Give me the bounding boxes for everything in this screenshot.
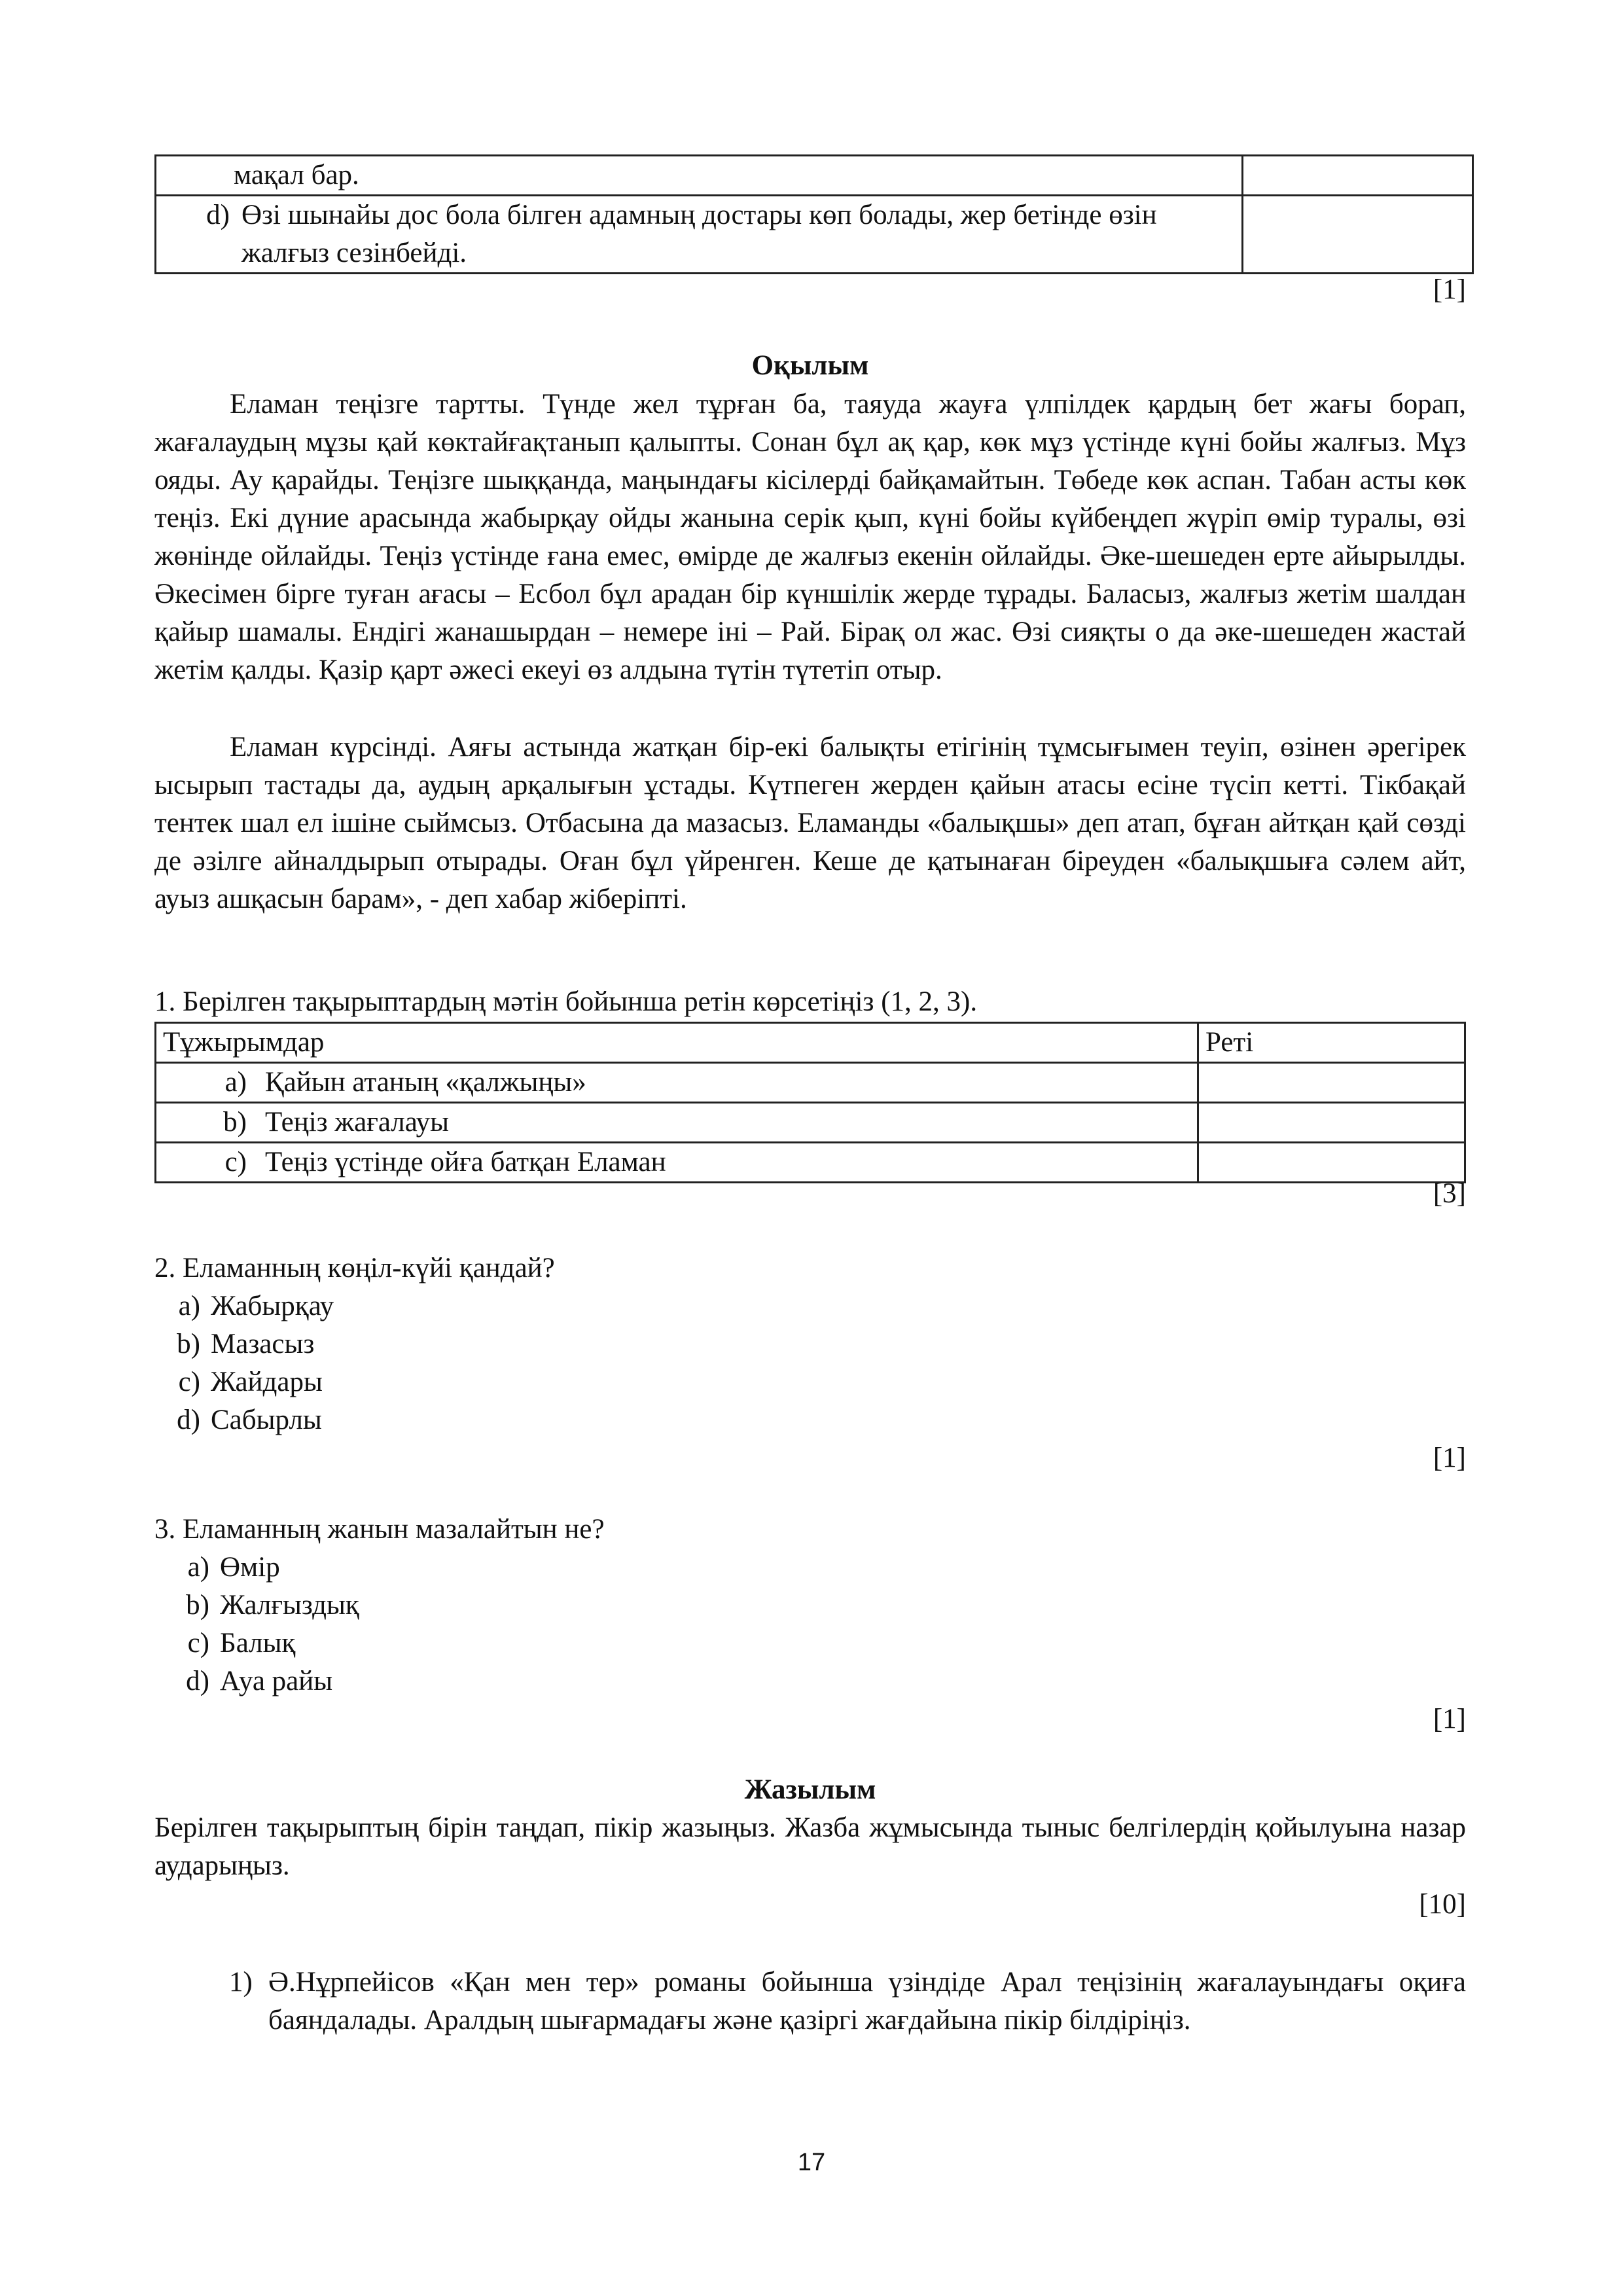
q1-row-a-answer	[1198, 1063, 1465, 1103]
q3-option-d-letter: d)	[186, 1666, 209, 1696]
top-table-row2-letter: d)	[206, 200, 230, 230]
q3-prompt: 3. Еламанның жанын мазалайтын не?	[154, 1514, 605, 1545]
q1-row-c-letter: c)	[224, 1147, 247, 1177]
q3-score: [1]	[1433, 1704, 1466, 1734]
q1-row-a-letter: a)	[224, 1067, 247, 1098]
q3-option-b-text: Жалғыздық	[220, 1590, 359, 1621]
top-table-row2-answer	[1243, 196, 1473, 274]
reading-title: Оқылым	[751, 350, 869, 381]
q2-option-d[interactable]	[154, 1401, 322, 1439]
q3-option-c[interactable]	[164, 1624, 295, 1662]
q1-row-b-letter: b)	[223, 1107, 247, 1138]
q2-option-a[interactable]	[154, 1287, 334, 1325]
q1-header-left: Тұжырымдар	[156, 1023, 1198, 1063]
q1-row-b	[156, 1103, 1198, 1143]
reading-paragraph-2: Еламан күрсінді. Аяғы астында жатқан бір-екі балықты етігінің тұмсығымен теуіп, өзінен әрегірек ысырып тастады да, аудың арқалығын ұстады. Күтпеген жерден қайын атасы есіне түсіп кетті. Тікбақай тентек шал ел ішіне сыймсыз. Отбасына да мазасыз. Еламанды «балықшы» деп атап, бұған айтқан қай сөзді де әзілге айналдырып отырады. Оған бұл үйренген. Кеше де қатынаған біреуден «балықшыға сәлем айт, ауыз ашқасын барам», - деп хабар жіберіпті.	[154, 732, 1466, 914]
top-table-row2-text	[156, 196, 1243, 274]
top-table	[154, 154, 1474, 274]
q1-row-b-text: Теңіз жағалауы	[265, 1107, 450, 1138]
q2-option-b[interactable]	[154, 1325, 314, 1363]
q2-score: [1]	[1433, 1443, 1466, 1473]
q1-row-c	[156, 1143, 1198, 1183]
q2-prompt: 2. Еламанның көңіл-күйі қандай?	[154, 1253, 555, 1283]
reading-paragraph-1: Еламан теңізге тартты. Түнде жел тұрған ба, таяуда жауға үлпілдек қардың бет жағы борап, жағалаудың мұзы қай көктайғақтанып қалыпты. Сонан бұл ақ қар, көк мұз үстінде күні бойы жалғыз. Мұз ояды. Ау қарайды. Теңізге шыққанда, маңындағы кісілерді байқамайтын. Төбеде көк аспан. Табан асты көк теңіз. Екі дүние арасында жабырқау ойды жанына серік қып, күні бойы күйбеңдеп жүріп өмір туралы, өзі жөнінде ойлайды. Теңіз үстінде ғана емес, өмірде де жалғыз екенін ойлайды. Әке-шешеден ерте айырылды. Әкесімен бірге туған ағасы – Есбол бұл арадан бір күншілік жерде тұрады. Баласыз, жалғыз жетім шалдан қайыр шамалы. Ендігі жанашырдан – немере іні – Рай. Бірақ ол жас. Өзі сияқты о да әке-шешеден жастай жетім қалды. Қазір қарт әжесі екеуі өз алдына түтін түтетіп отыр.	[154, 389, 1466, 685]
page-number: 17	[797, 2149, 826, 2176]
q3-option-c-text: Балық	[220, 1628, 296, 1659]
q2-option-c[interactable]	[154, 1363, 323, 1401]
q1-row-a-text: Қайын атаның «қалжыңы»	[265, 1067, 586, 1098]
top-table-row1-text: мақал бар.	[156, 156, 1243, 196]
q2-option-c-letter: c)	[178, 1367, 200, 1397]
writing-topic-1[interactable]: Ә.Нұрпейісов «Қан мен тер» романы бойынша үзіндіде Арал теңізінің жағалауындағы оқиға баяндалады. Аралдың шығармадағы және қазіргі жағдайына пікір білдіріңіз.	[268, 1967, 1466, 2036]
q2-option-b-text: Мазасыз	[211, 1329, 315, 1359]
q3-option-a-text: Өмір	[220, 1552, 280, 1583]
q3-option-b[interactable]	[164, 1587, 359, 1624]
q3-option-d-text: Ауа райы	[220, 1666, 333, 1696]
q2-option-c-text: Жайдары	[211, 1367, 323, 1397]
writing-title: Жазылым	[744, 1774, 876, 1805]
q2-option-d-text: Сабырлы	[211, 1405, 322, 1435]
top-table-row1-answer	[1243, 156, 1473, 196]
q2-option-a-text: Жабырқау	[211, 1291, 334, 1321]
q3-option-d[interactable]	[164, 1662, 332, 1700]
q2-option-a-letter: a)	[178, 1291, 200, 1321]
q2-option-b-letter: b)	[177, 1329, 200, 1359]
q1-header-right: Реті	[1198, 1023, 1465, 1063]
writing-instruction: Берілген тақырыптың бірін таңдап, пікір жазыңыз. Жазба жұмысында тыныс белгілердің қойылуына назар аударыңыз.	[154, 1812, 1466, 1881]
q1-table	[154, 1022, 1466, 1183]
q1-row-c-text: Теңіз үстінде ойға батқан Еламан	[265, 1147, 666, 1177]
q1-row-b-answer	[1198, 1103, 1465, 1143]
q3-option-a[interactable]	[164, 1549, 280, 1587]
q1-score: [3]	[1433, 1178, 1466, 1209]
q1-row-a	[156, 1063, 1198, 1103]
writing-topic-1-number: 1)	[229, 1967, 253, 1998]
top-table-row2-body: Өзі шынайы дос бола білген адамның достары көп болады, жер бетінде өзін жалғыз сезінбейді.	[241, 200, 1157, 268]
q3-option-b-letter: b)	[186, 1590, 209, 1621]
q2-option-d-letter: d)	[177, 1405, 200, 1435]
q3-option-a-letter: a)	[187, 1552, 209, 1583]
q3-option-c-letter: c)	[187, 1628, 209, 1659]
writing-score: [10]	[1419, 1889, 1466, 1920]
q1-prompt: 1. Берілген тақырыптардың мәтін бойынша ретін көрсетіңіз (1, 2, 3).	[154, 986, 978, 1017]
score-top: [1]	[1433, 274, 1466, 305]
